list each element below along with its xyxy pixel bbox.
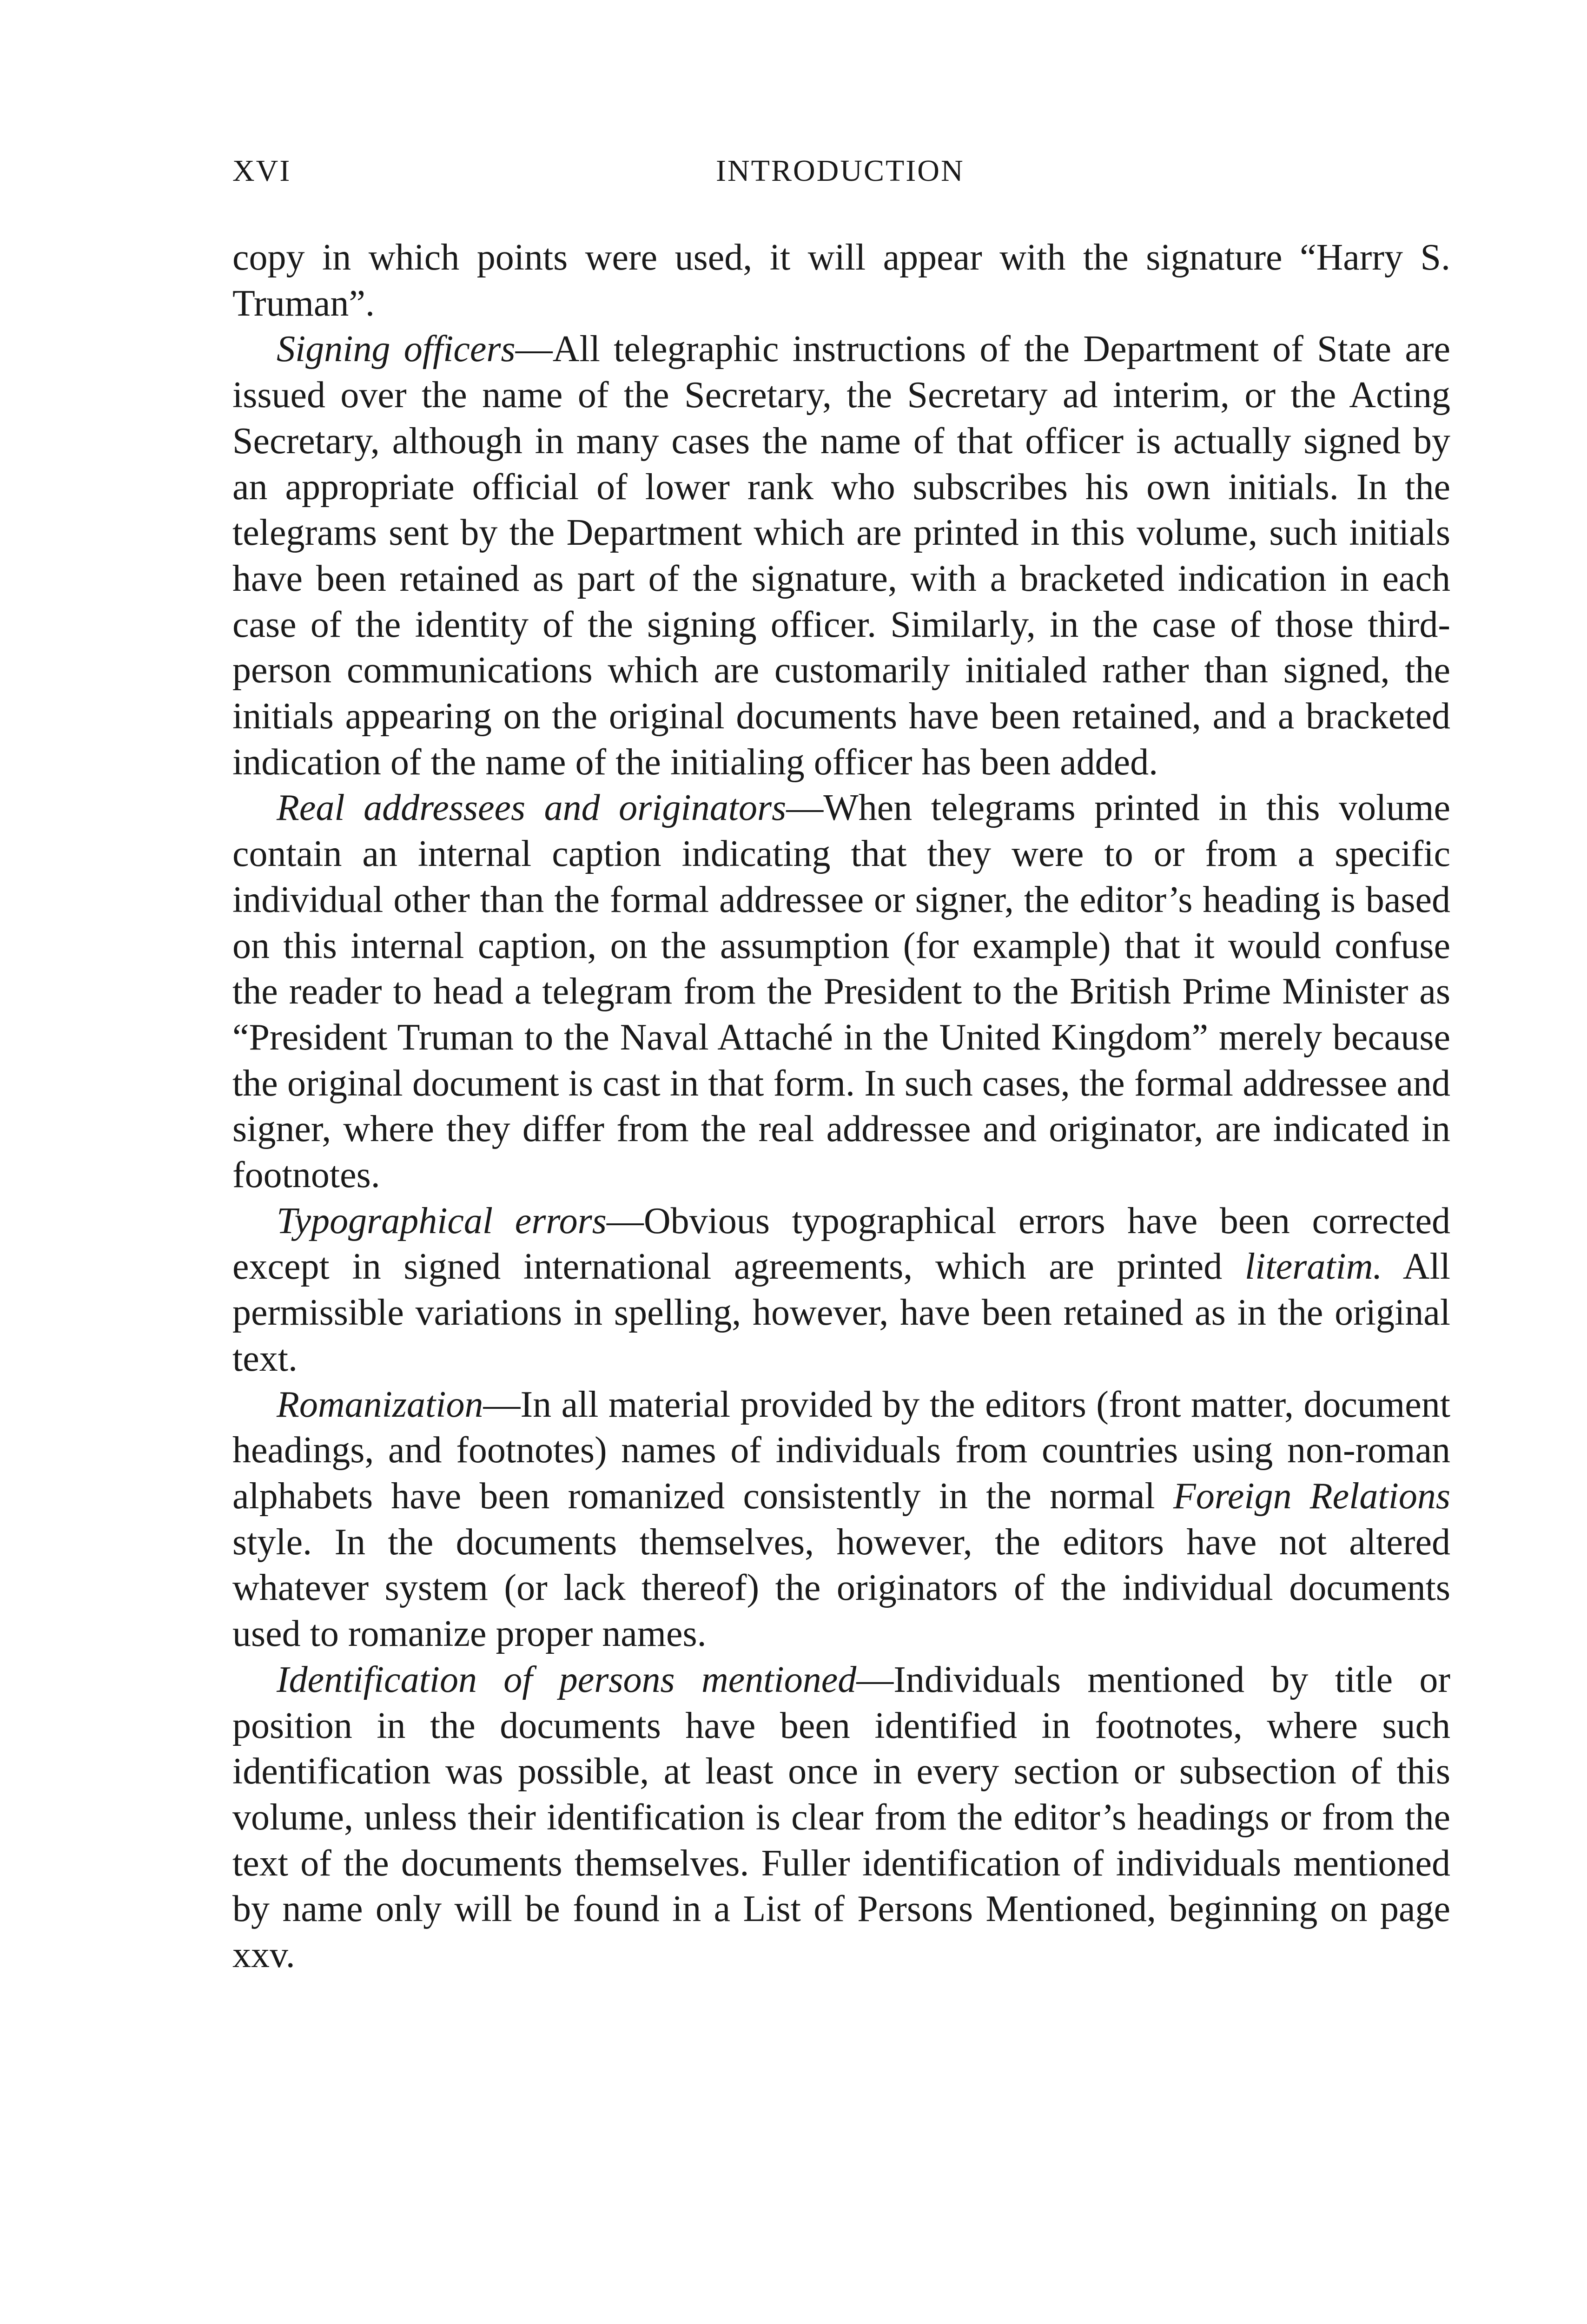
paragraph-continuation — [232, 235, 1450, 326]
paragraph-lead: Real addressees and originators — [277, 787, 787, 829]
paragraph-text: —Individuals mentioned by title or position in the documents have been identified in footnotes, where such identification was possible, at least once in every section or subsection of this volume, unless their identification is clear from the editor’s headings or from the text of the documents themselves. Fuller identification of individuals mentioned by name only will be found in a List of Persons Mentioned, beginning on page xxv. — [232, 1659, 1450, 1976]
paragraph-lead: Romanization — [277, 1384, 483, 1425]
body-text — [232, 235, 1450, 1978]
paragraph-real-addressees — [232, 785, 1450, 1198]
paragraph-romanization — [232, 1382, 1450, 1657]
running-title: INTRODUCTION — [716, 154, 965, 188]
paragraph-text: —In all material provided by the editors (front matter, document headings, and footnotes) names of individuals from countries using non-roman alphabets have been romanized consistently in the normal — [232, 1384, 1450, 1517]
paragraph-typographical-errors — [232, 1198, 1450, 1382]
paragraph-lead: Identification of persons mentioned — [277, 1659, 857, 1700]
paragraph-identification — [232, 1657, 1450, 1978]
paragraph-italic-term: Foreign Relations — [1173, 1475, 1450, 1517]
paragraph-italic-term: literatim. — [1244, 1246, 1382, 1287]
running-head — [232, 153, 1446, 195]
paragraph-signing-officers — [232, 326, 1450, 785]
page-number: XVI — [232, 154, 291, 188]
paragraph-text: copy in which points were used, it will appear with the signature “Harry S. Truman”. — [232, 237, 1450, 324]
paragraph-text: —When telegrams printed in this volume contain an internal caption indicating that they were to or from a specific individual other than the formal addressee or signer, the editor’s heading is based on this internal caption, on the assumption (for example) that it would confuse the reader to head a telegram from the President to the British Prime Minister as “President Truman to the Naval Attaché in the United Kingdom” merely because the original document is cast in that form. In such cases, the formal addressee and signer, where they differ from the real addressee and originator, are indicated in footnotes. — [232, 787, 1450, 1196]
paragraph-text: —Obvious typographical errors have been corrected except in signed international agreements, which are printed — [232, 1200, 1450, 1287]
paragraph-lead: Signing officers — [277, 329, 516, 370]
paragraph-text: style. In the documents themselves, however, the editors have not altered whatever system (or lack thereof) the originators of the individual documents used to romanize proper names. — [232, 1521, 1450, 1655]
paragraph-text: All permissible variations in spelling, however, have been retained as in the original text. — [232, 1246, 1450, 1379]
paragraph-lead: Typographical errors — [277, 1200, 607, 1241]
paragraph-text: —All telegraphic instructions of the Department of State are issued over the name of the Secretary, the Secretary ad interim, or the Acting Secretary, although in many cases the name of that officer is actually signed by an appropriate official of lower rank who subscribes his own initials. In the telegrams sent by the Department which are printed in this volume, such initials have been retained as part of the signature, with a bracketed indication in each case of the identity of the signing officer. Similarly, in the case of those third-person communications which are customarily initialed rather than signed, the initials appearing on the original documents have been retained, and a bracketed indication of the name of the initialing officer has been added. — [232, 329, 1450, 783]
